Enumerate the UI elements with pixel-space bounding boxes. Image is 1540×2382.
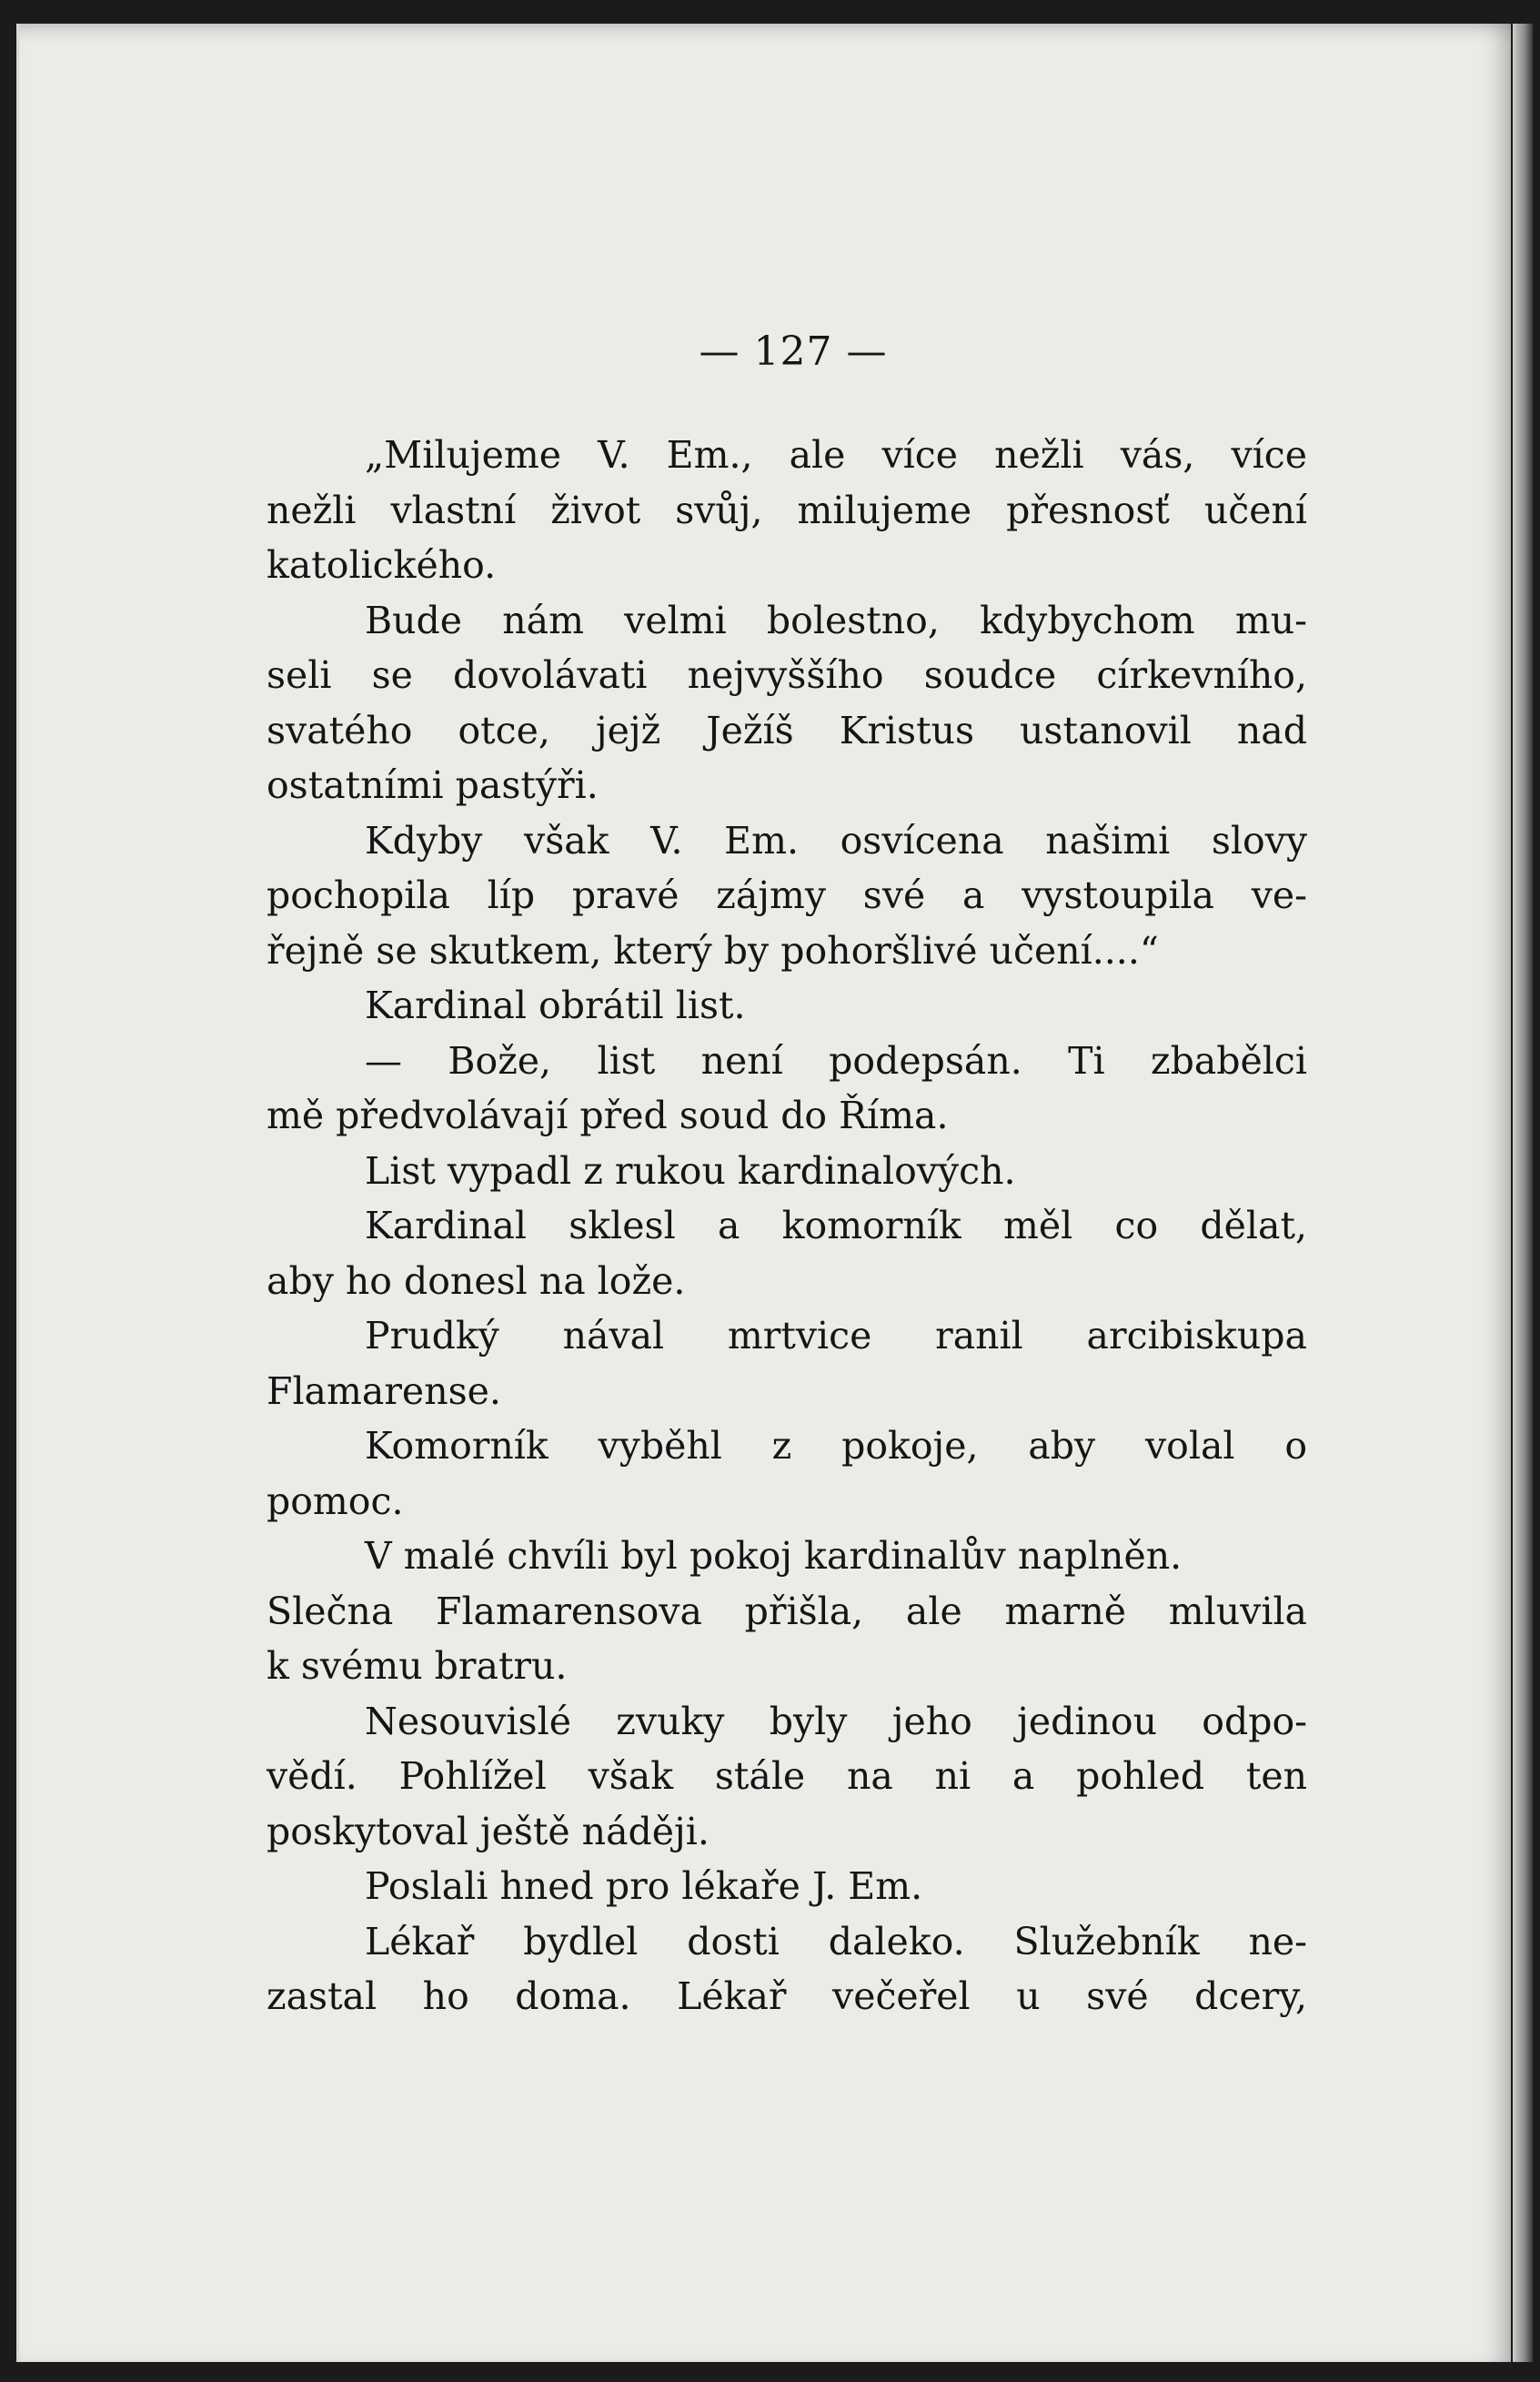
text-line: zastal ho doma. Lékař večeřel u své dcery,	[267, 1974, 1307, 2018]
text-line: aby ho donesl na lože.	[267, 1258, 686, 1303]
text-line: mě předvolávají před soud do Říma.	[267, 1094, 949, 1137]
text-line: Kdyby však V. Em. osvícena našimi slovy	[365, 818, 1307, 863]
text-line: Kardinal sklesl a komorník měl co dělat,	[365, 1204, 1307, 1247]
text-line: seli se dovolávati nejvyššího soudce církevního,	[267, 653, 1307, 697]
text-line: svatého otce, jejž Ježíš Kristus ustanovil nad	[267, 708, 1307, 752]
text-line: „Milujeme V. Em., ale více nežli vás, více	[365, 433, 1307, 477]
text-line: Slečna Flamarensova přišla, ale marně mluvila	[267, 1589, 1307, 1633]
text-line: List vypadl z rukou kardinalových.	[365, 1148, 1016, 1193]
book-page	[16, 24, 1511, 2362]
text-line: Prudký nával mrtvice ranil arcibiskupa	[365, 1314, 1307, 1358]
text-line: Nesouvislé zvuky byly jeho jedinou odpo-	[365, 1699, 1307, 1743]
text-line: pomoc.	[267, 1479, 404, 1523]
text-line: — Bože, list není podepsán. Ti zbabělci	[365, 1038, 1307, 1083]
text-line: řejně se skutkem, který by pohoršlivé učení....“	[267, 928, 1159, 973]
text-line: pochopila líp pravé zájmy své a vystoupila ve-	[267, 873, 1307, 917]
text-line: vědí. Pohlížel však stále na ni a pohled ten	[267, 1754, 1307, 1798]
text-line: nežli vlastní život svůj, milujeme přesnosť učení	[267, 488, 1307, 532]
text-line: Bude nám velmi bolestno, kdybychom mu-	[365, 598, 1307, 642]
book-spine-shadow	[1513, 24, 1533, 2362]
text-line: Poslali hned pro lékaře J. Em.	[365, 1864, 923, 1908]
text-line: k svému bratru.	[267, 1644, 568, 1688]
text-line: poskytoval ještě náději.	[267, 1809, 710, 1853]
text-block	[267, 324, 1307, 2024]
text-line: V malé chvíli byl pokoj kardinalův naplněn.	[365, 1534, 1183, 1578]
text-line: Komorník vyběhl z pokoje, aby volal o	[365, 1424, 1307, 1468]
body-text	[267, 428, 1307, 2024]
text-line: Kardinal obrátil list.	[365, 984, 746, 1027]
text-line: ostatními pastýři.	[267, 763, 599, 807]
text-line: katolického.	[267, 543, 497, 587]
page-number: — 127 —	[699, 328, 888, 375]
text-line: Lékař bydlel dosti daleko. Služebník ne-	[365, 1919, 1307, 1963]
text-line: Flamarense.	[267, 1368, 501, 1413]
